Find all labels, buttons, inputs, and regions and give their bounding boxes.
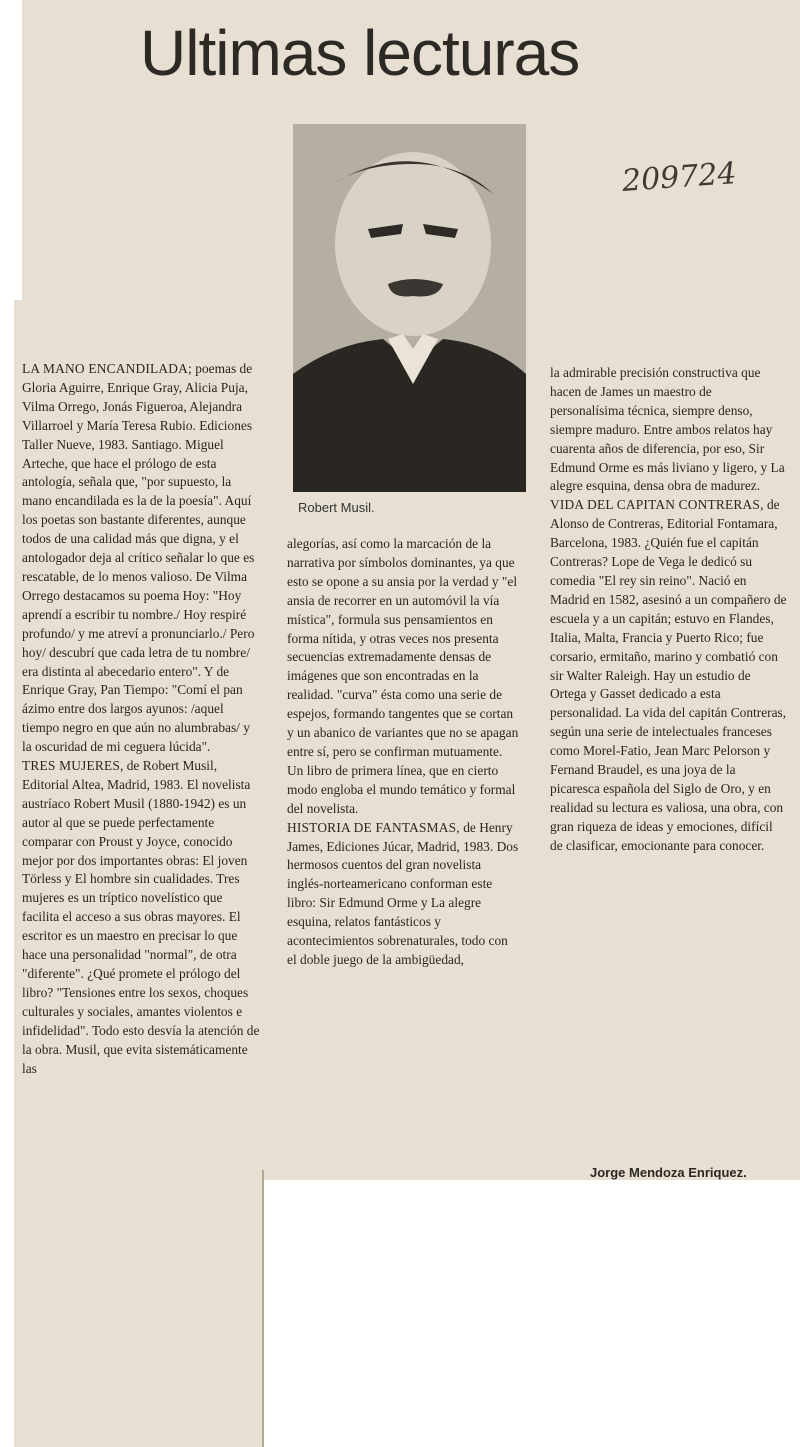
review-entry xyxy=(550,496,788,855)
review-entry xyxy=(22,360,262,757)
review-text: de Henry James, Ediciones Júcar, Madrid, 1983. Dos hermosos cuentos del gran novelista inglés-norteamericano conforman este libro: Sir Edmund Orme y La alegre esquina, relatos fantásticos y acontecimientos sobrenaturales, todo con el doble juego de la ambigüedad, xyxy=(287,819,519,967)
review-text: de Alonso de Contreras, Editorial Fontamara, Barcelona, 1983. ¿Quién fue el capitán Contreras? Lope de Vega le dedicó su comedia "El rey sin reino". Nació en Madrid en 1582, asesinó a un compañero de escuela y a un capitán; estuvo en Flandes, Italia, Malta, Francia y Puerto Rico; fue corsario, ermitaño, marino y combatió con sir Walter Raleigh. Hay un estudio de Ortega y Gasset dedicado a esta personalidad. La vida del capitán Contreras, según una serie de intelectuales franceses como Morel-Fatio, Jean Marc Pelorson y Fernand Braudel, es una joya de la picaresca española del Siglo de Oro, y en realidad su lectura es valiosa, una obra, con gran riqueza de ideas y emociones, difícil de clasificar, emocionante para conocer. xyxy=(550,497,787,853)
review-text: la admirable precisión constructiva que hacen de James un maestro de personalísima técnica, siempre denso, siempre maduro. Entre ambos relatos hay cuarenta años de diferencia, por eso, Sir Edmund Orme es más liviano y ligero, y La alegre esquina, densa obra de madurez. xyxy=(550,365,785,494)
portrait-image xyxy=(293,124,526,492)
author-signature: Jorge Mendoza Enriquez. xyxy=(590,1165,747,1180)
handwritten-archive-number: 209724 xyxy=(620,156,738,199)
article-column-left xyxy=(22,360,262,1078)
author-photo xyxy=(293,124,526,492)
book-title: HISTORIA DE FANTASMAS, xyxy=(287,819,460,835)
article-column-center xyxy=(287,535,519,970)
review-text: poemas de Gloria Aguirre, Enrique Gray, Alicia Puja, Vilma Orrego, Jonás Figueroa, Alejandra Villarroel y María Teresa Rubio. Ediciones Taller Nueve, 1983. Santiago. Miguel Arteche, que hace el prólogo de esta antología, señala que, "por supuesto, la mano encandilada es la de la poesía". Aquí los poetas son bastante diferentes, aunque todos de una calidad más que digna, y el antologador deja al crítico señalar lo que es rescatable, de lo menos valioso. De Vilma Orrego destacamos su poema Hoy: "Hoy aprendí a escribir tu nombre./ Hoy respiré profundo/ y me atreví a pronunciarlo./ Pero hoy/ descubrí que cada letra de tu nombre/ era distinta al abecedario entero". Y de Enrique Gray, Pan Tiempo: "Comí el pan ázimo entre dos largos ayunos: /aquel tiempo negro en que aún no alumbrabas/ y la oscuridad de mi ceguera lúcida". xyxy=(22,361,255,755)
review-text: alegorías, así como la marcación de la narrativa por símbolos dominantes, ya que esto se opone a su ansia por la verdad y "el ansia de recorrer en un automóvil la vía mística", formula sus pensamientos en forma nítida, y otras veces nos presenta secuencias extremadamente densas de imágenes que son encontradas en la realidad. "curva" ésta como una serie de espejos, formando tangentes que se cortan y un abanico de variantes que no se apagan entre sí, pero se confirman mutuamente. Un libro de primera línea, que en cierto modo engloba el mundo temático y formal del novelista. xyxy=(287,536,519,816)
book-title: VIDA DEL CAPITAN CONTRERAS, xyxy=(550,497,764,513)
book-title: LA MANO ENCANDILADA; xyxy=(22,361,192,376)
photo-caption: Robert Musil. xyxy=(298,500,375,515)
headline: Ultimas lecturas xyxy=(140,17,580,89)
newspaper-clipping-bottom xyxy=(14,1170,264,1447)
article-column-right xyxy=(550,364,788,856)
review-entry xyxy=(22,757,262,1078)
review-entry xyxy=(287,819,519,970)
review-text: , de Robert Musil, Editorial Altea, Madrid, 1983. El novelista austríaco Robert Musil (1880-1942) es un autor al que se puede perfectamente comparar con Proust y Joyce, conocido mejor por dos importantes obras: El joven Törless y El hombre sin cualidades. Tres mujeres es un tríptico novelístico que facilita el acceso a sus obras mayores. El escritor es un maestro en precisar lo que hace una personalidad "normal", de otra "diferente". ¿Qué promete el prólogo del libro? "Tensiones entre los sexos, choques culturales y sociales, amantes violentos e infidelidad". Todo esto desvía la atención de la obra. Musil, que evita sistemáticamente las xyxy=(22,758,260,1076)
book-title: TRES MUJERES xyxy=(22,758,121,774)
